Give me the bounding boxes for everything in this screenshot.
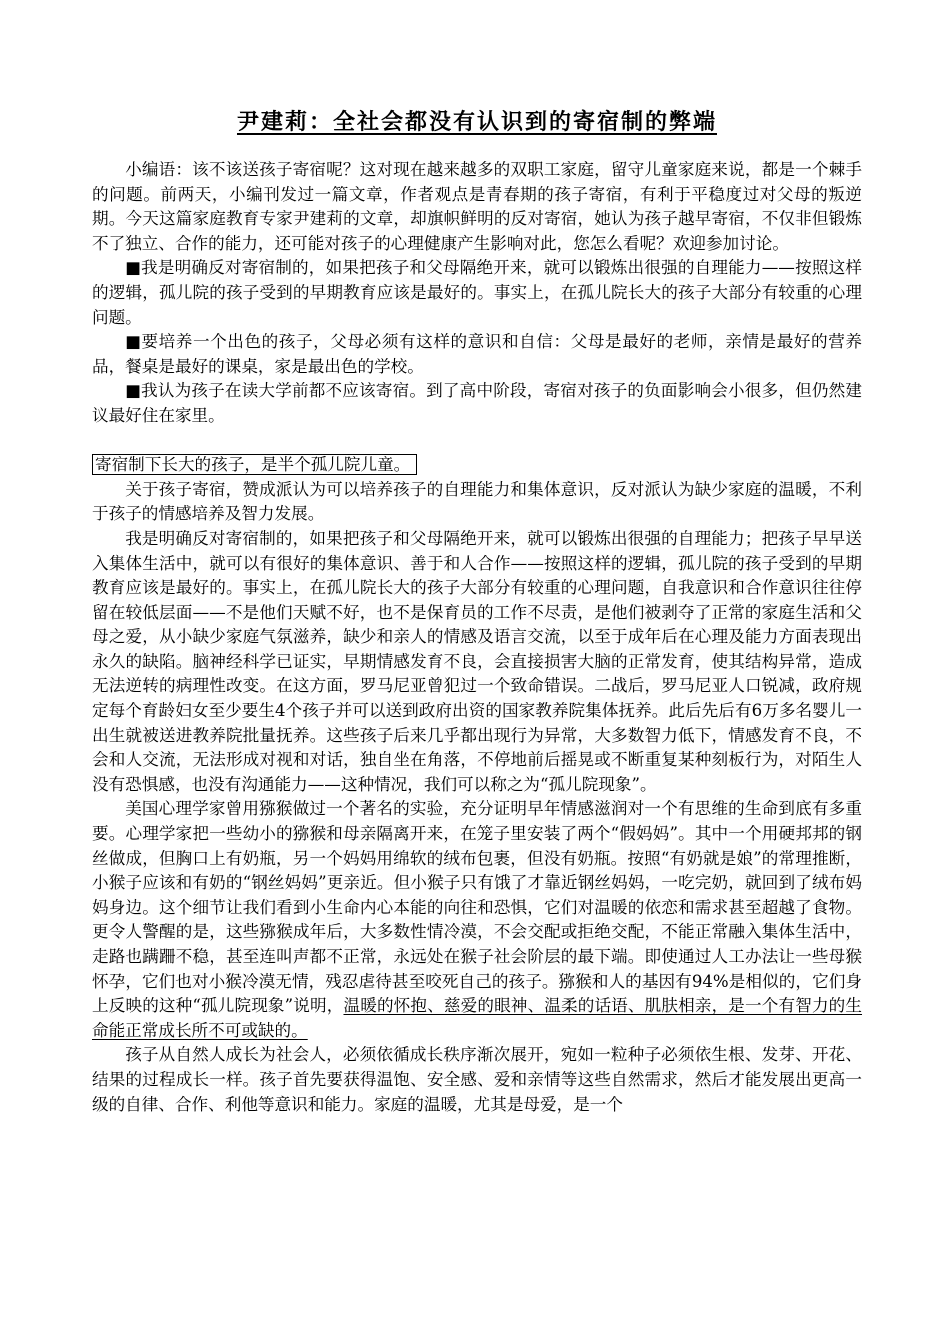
section-heading: 寄宿制下长大的孩子，是半个孤儿院儿童。 [92, 454, 417, 475]
body-paragraph-1: 关于孩子寄宿，赞成派认为可以培养孩子的自理能力和集体意识，反对派认为缺少家庭的温暖，不利于孩子的情感培养及智力发展。 [92, 479, 862, 524]
editor-intro-paragraph: 小编语：该不该送孩子寄宿呢？这对现在越来越多的双职工家庭，留守儿童家庭来说，都是一个棘手的问题。前两天，小编刊发过一篇文章，作者观点是青春期的孩子寄宿，有利于平稳度过对父母的叛逆期。今天这篇家庭教育专家尹建莉的文章，却旗帜鲜明的反对寄宿，她认为孩子越早寄宿，不仅非但锻炼不了独立、合作的能力，还可能对孩子的心理健康产生影响对此，您怎么看呢？欢迎参加讨论。 [92, 160, 862, 253]
body-paragraph-2: 我是明确反对寄宿制的，如果把孩子和父母隔绝开来，就可以锻炼出很强的自理能力；把孩子早早送入集体生活中，就可以有很好的集体意识、善于和人合作——按照这样的逻辑，孤儿院的孩子受到的早期教育应该是最好的。事实上，在孤儿院长大的孩子大部分有较重的心理问题，自我意识和合作意识往往停留在较低层面——不是他们天赋不好，也不是保育员的工作不尽责，是他们被剥夺了正常的家庭生活和父母之爱，从小缺少家庭气氛滋养，缺少和亲人的情感及语言交流，以至于成年后在心理及能力方面表现出永久的缺陷。脑神经科学已证实，早期情感发育不良，会直接损害大脑的正常发育，使其结构异常，造成无法逆转的病理性改变。在这方面，罗马尼亚曾犯过一个致命错误。二战后，罗马尼亚人口锐减，政府规定每个育龄妇女至少要生4个孩子并可以送到政府出资的国家教养院集体抚养。此后先后有6万多名婴儿一出生就被送进教养院批量抚养。这些孩子后来几乎都出现行为异常，大多数智力低下，情感发育不良，不会和人交流，无法形成对视和对话，独自坐在角落，不停地前后摇晃或不断重复某种刻板行为，对陌生人没有恐惧感，也没有沟通能力——这种情况，我们可以称之为“孤儿院现象”。 [92, 528, 862, 794]
underlined-conclusion: 温暖的怀抱、慈爱的眼神、温柔的话语、肌肤相亲，是一个有智力的生命能正常成长所不可或缺的。 [92, 996, 863, 1040]
blank-line [92, 429, 862, 454]
summary-bullet-3: ■我认为孩子在读大学前都不应该寄宿。到了高中阶段，寄宿对孩子的负面影响会小很多，但仍然建议最好住在家里。 [92, 381, 862, 425]
summary-bullet-2: ■要培养一个出色的孩子，父母必须有这样的意识和自信：父母是最好的老师，亲情是最好的营养品，餐桌是最好的课桌，家是最出色的学校。 [92, 332, 862, 376]
section-heading-line [92, 453, 862, 478]
document-page [92, 108, 862, 1117]
body-paragraph-4: 孩子从自然人成长为社会人，必须依循成长秩序渐次展开，宛如一粒种子必须依生根、发芽、开花、结果的过程成长一样。孩子首先要获得温饱、安全感、爱和亲情等这些自然需求，然后才能发展出更高一级的自律、合作、利他等意识和能力。家庭的温暖，尤其是母爱，是一个 [92, 1045, 862, 1114]
body-paragraph-3-text: 美国心理学家曾用猕猴做过一个著名的实验，充分证明早年情感滋润对一个有思维的生命到底有多重要。心理学家把一些幼小的猕猴和母亲隔离开来，在笼子里安装了两个“假妈妈”。其中一个用硬邦邦的钢丝做成，但胸口上有奶瓶，另一个妈妈用绵软的绒布包裹，但没有奶瓶。按照“有奶就是娘”的常理推断，小猴子应该和有奶的“钢丝妈妈”更亲近。但小猴子只有饿了才靠近钢丝妈妈，一吃完奶，就回到了绒布妈妈身边。这个细节让我们看到小生命内心本能的向往和恐惧，它们对温暖的依恋和需求甚至超越了食物。更令人警醒的是，这些猕猴成年后，大多数性情冷漠，不会交配或拒绝交配，不能正常融入集体生活中，走路也蹒跚不稳，甚至连叫声都不正常，永远处在猴子社会阶层的最下端。即使通过人工办法让一些母猴怀孕，它们也对小猴冷漠无情，残忍虐待甚至咬死自己的孩子。猕猴和人的基因有94%是相似的，它们身上反映的这种“孤儿院现象”说明， [92, 799, 862, 1016]
summary-bullet-1: ■我是明确反对寄宿制的，如果把孩子和父母隔绝开来，就可以锻炼出很强的自理能力——按照这样的逻辑，孤儿院的孩子受到的早期教育应该是最好的。事实上，在孤儿院长大的孩子大部分有较重的心理问题。 [92, 258, 862, 327]
body-paragraph-3 [92, 797, 862, 1043]
article-title: 尹建莉：全社会都没有认识到的寄宿制的弊端 [236, 110, 717, 135]
